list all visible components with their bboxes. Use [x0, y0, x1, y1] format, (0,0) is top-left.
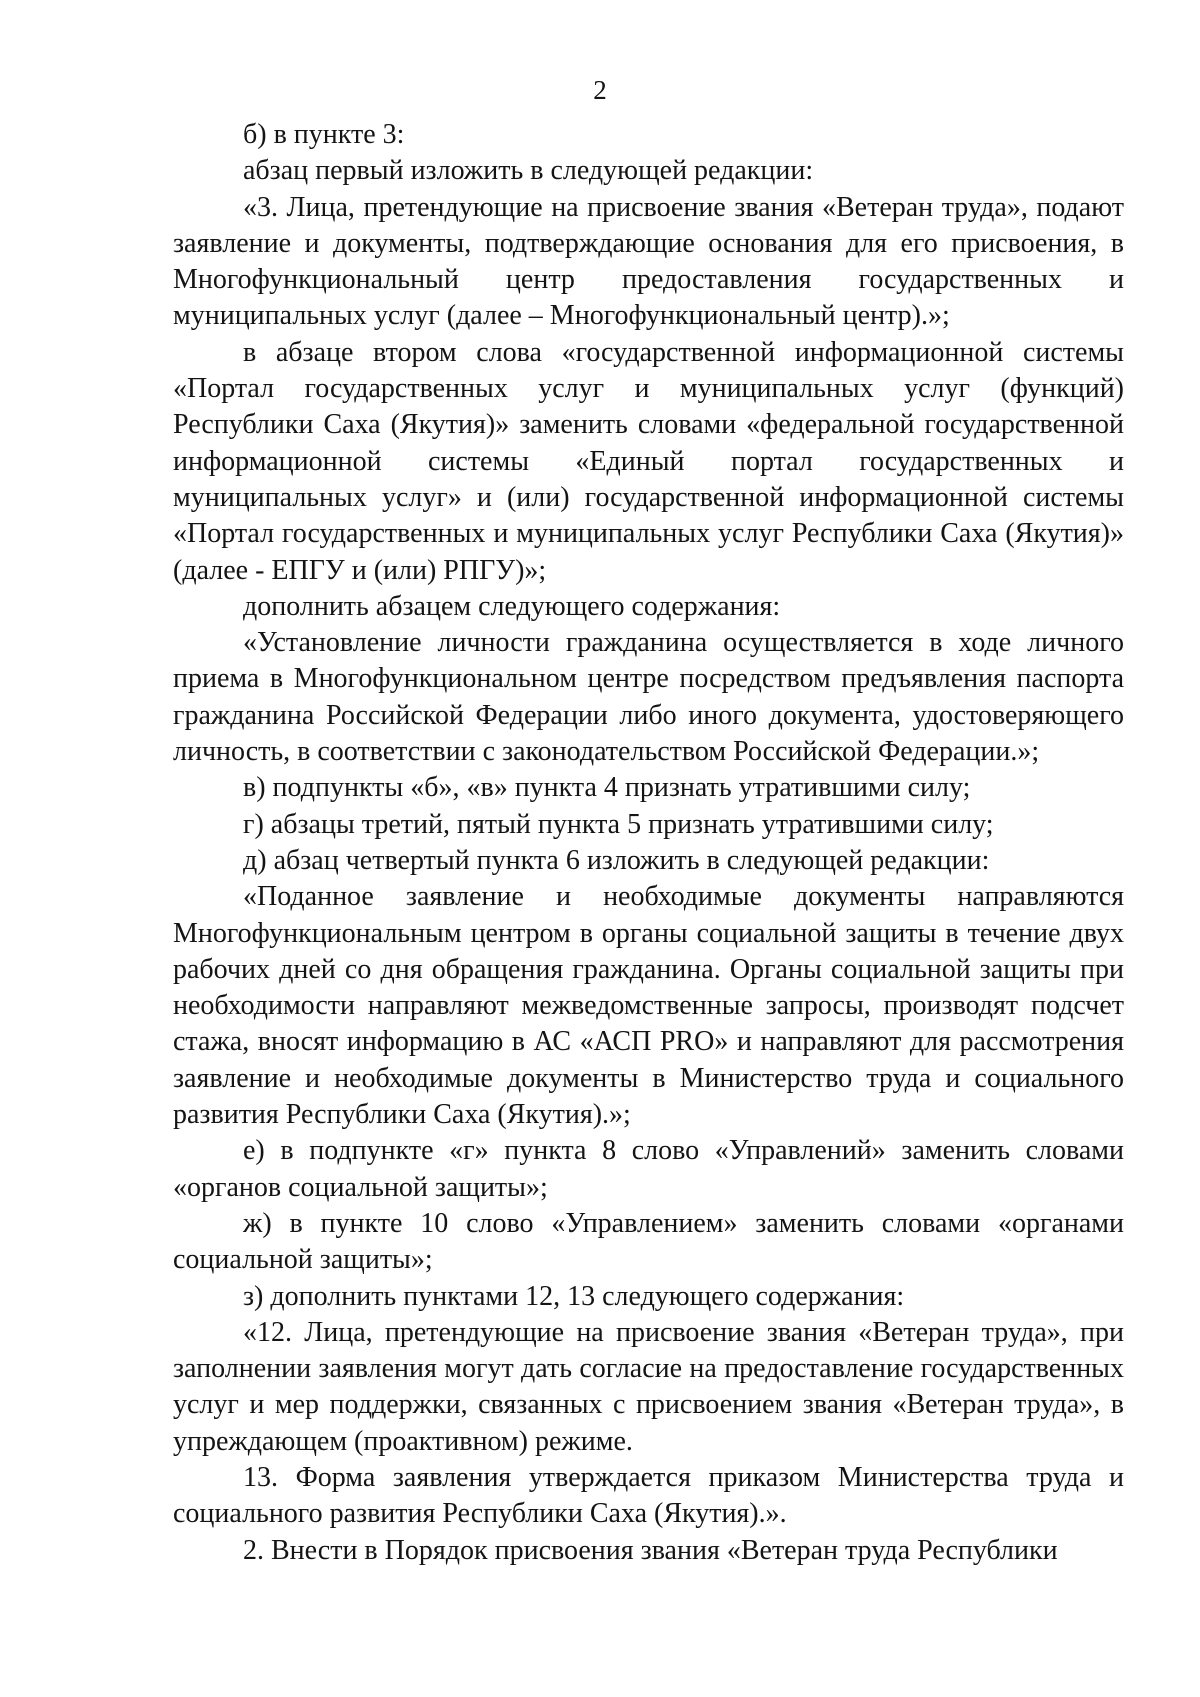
paragraph-amendment-e: е) в подпункте «г» пункта 8 слово «Управлений» заменить словами «органов социальной защиты»;: [173, 1135, 1124, 1203]
paragraph-identity-verification: «Установление личности гражданина осуществляется в ходе личного приема в Многофункциональном центре посредством предъявления паспорта гражданина Российской Федерации либо иного документа, удостоверяющего личность, в соответствии с законодательством Российской Федерации.»;: [173, 627, 1124, 768]
document-body: [173, 117, 1124, 1569]
paragraph-amendment-b: б) в пункте 3:: [243, 119, 405, 150]
paragraph-submitted-application: «Поданное заявление и необходимые документы направляются Многофункциональным центром в органы социальной защиты в течение двух рабочих дней со дня обращения гражданина. Органы социальной защиты при необходимости направляют межведомственные запросы, производят подсчет стажа, вносят информацию в АС «АСП PRO» и направляют для рассмотрения заявление и необходимые документы в Министерство труда и социального развития Республики Саха (Якутия).»;: [173, 881, 1124, 1131]
paragraph-second-abzac-replacement: в абзаце втором слова «государственной информационной системы «Портал государственных услуг и муниципальных услуг (функций) Республики Саха (Якутия)» заменить словами «федеральной государственной информационной системы «Единый портал государственных и муниципальных услуг» и (или) государственной информационной системы «Портал государственных и муниципальных услуг Республики Саха (Якутия)» (далее - ЕПГУ и (или) РПГУ)»;: [173, 336, 1124, 586]
paragraph-amendment-v: в) подпункты «б», «в» пункта 4 признать утратившими силу;: [243, 772, 971, 804]
paragraph-section-2: 2. Внести в Порядок присвоения звания «Ветеран труда Республики: [243, 1534, 1058, 1566]
paragraph-point-12: «12. Лица, претендующие на присвоение звания «Ветеран труда», при заполнении заявления могут дать согласие на предоставление государственных услуг и мер поддержки, связанных с присвоением звания «Ветеран труда», в упреждающем (проактивном) режиме.: [173, 1316, 1124, 1457]
page-number: 2: [593, 75, 607, 105]
paragraph-amendment-zh: ж) в пункте 10 слово «Управлением» заменить словами «органами социальной защиты»;: [173, 1207, 1124, 1276]
paragraph-point-3-text: «3. Лица, претендующие на присвоение звания «Ветеран труда», подают заявление и документы, подтверждающие основания для его присвоения, в Многофункциональный центр предоставления государственных и муниципальных услуг (далее – Многофункциональный центр).»;: [173, 191, 1124, 332]
paragraph-amendment-d: д) абзац четвертый пункта 6 изложить в следующей редакции:: [243, 844, 990, 876]
paragraph-amendment-z: з) дополнить пунктами 12, 13 следующего содержания:: [243, 1280, 905, 1312]
paragraph-amendment-g: г) абзацы третий, пятый пункта 5 признать утратившими силу;: [243, 808, 994, 840]
paragraph-add-abzac-instruction: дополнить абзацем следующего содержания:: [243, 590, 781, 622]
paragraph-point-13: 13. Форма заявления утверждается приказом Министерства труда и социального развития Республики Саха (Якутия).».: [173, 1461, 1124, 1530]
paragraph-first-abzac-instruction: абзац первый изложить в следующей редакции:: [243, 155, 814, 187]
